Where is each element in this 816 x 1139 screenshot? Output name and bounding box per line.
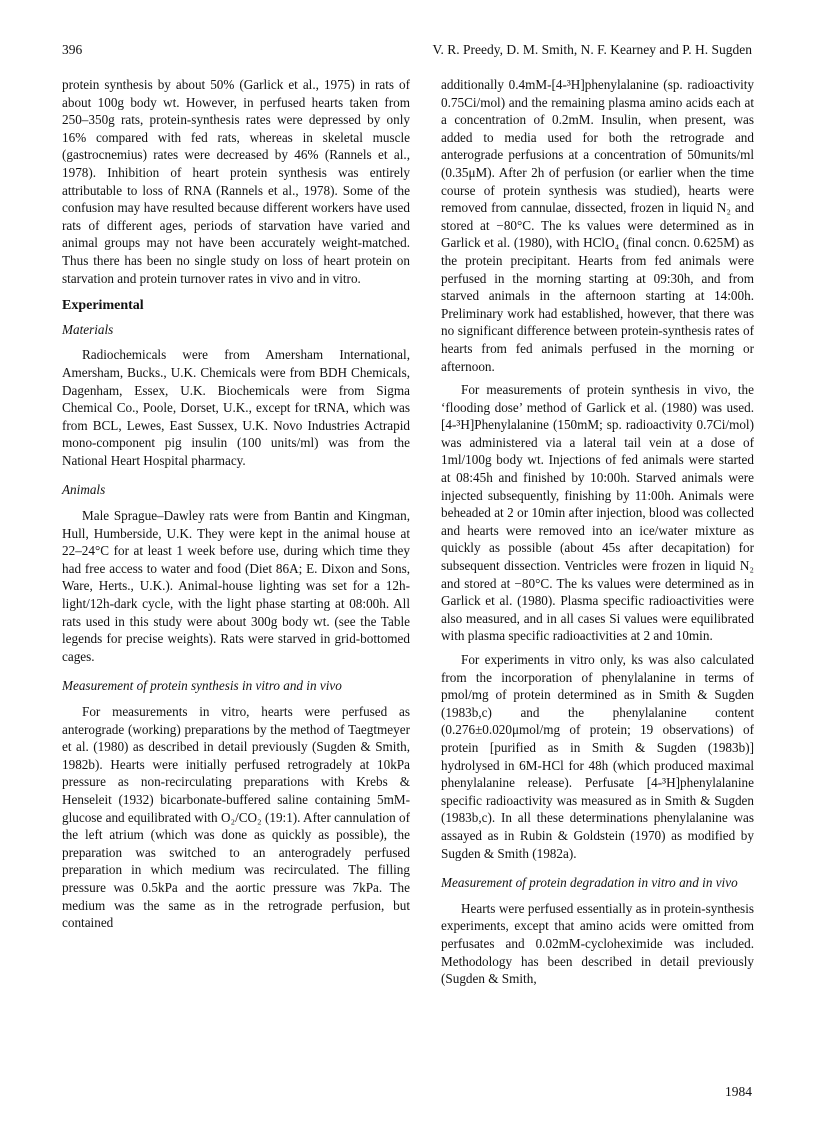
page-number: 396 (62, 42, 83, 57)
synthesis-paragraph: For measurements in vitro, hearts were perfused as anterograde (working) preparations by the method of Taegtmeyer et al. (1980) as described in detail previously (Sugden & Smith, 1982b). Hearts were initially perfused retrogradely at 10kPa pressure as non-recirculating preparations with Krebs & Henseleit (1932) bicarbonate-buffered saline containing 5mM-glucose and equilibrated with O₂/CO₂ (19:1). After cannulation of the left atrium (which was done as quickly as possible), the preparation was switched to an anterogradely perfused preparation in which medium was recirculated. The filling pressure was 0.5kPa and the aortic pressure was 7kPa. The medium was the same as in the retrograde perfusion, but contained (62, 704, 410, 931)
materials-paragraph: Radiochemicals were from Amersham International, Amersham, Bucks., U.K. Chemicals were from BDH Chemicals, Dagenham, Essex, U.K. Biochemicals were from Sigma Chemical Co., Poole, Dorset, U.K., except for tRNA, which was from BCL, Lewes, East Sussex, U.K. Novo Industries Actrapid mono-component pig insulin (100 units/ml) was from the National Heart Hospital pharmacy. (62, 347, 410, 468)
in-vitro-paragraph: For experiments in vitro only, ks was also calculated from the incorporation of phenylalanine in terms of pmol/mg of protein determined as in Smith & Sugden (1983b,c) and the phenylalanine content (0.276±0.020μmol/mg of protein; 19 observations) of protein [purified as in Smith & Sugden (1983b)] hydrolysed in 6M-HCl for 48h (which produced maximal phenylalanine release). Perfusate [4-³H]phenylalanine specific radioactivity was measured as in Smith & Sugden (1983b,c). In all these determinations phenylalanine was assayed as in Rubin & Goldstein (1970) as modified by Sugden & Smith (1982a). (441, 652, 754, 861)
footer-year: 1984 (725, 1084, 752, 1099)
left-column (62, 76, 410, 938)
degradation-paragraph: Hearts were perfused essentially as in protein-synthesis experiments, except that amino acids were omitted from perfusates and 0.02mM-cycloheximide was included. Methodology has been described in detail previously (Sugden & Smith, (441, 900, 754, 987)
right-column (441, 76, 754, 994)
intro-paragraph: protein synthesis by about 50% (Garlick et al., 1975) in rats of about 100g body wt. However, in perfused hearts taken from 250–350g rats, protein-synthesis rates were depressed by only 16% compared with fed rats, whereas in skeletal muscle (gastrocnemius) rates were decreased by 46% (Rannels et al., 1978). Inhibition of heart protein synthesis was entirely attributable to loss of RNA (Rannels et al., 1978). Some of the confusion may have resulted because different workers have used rats of different ages, periods of starvation have varied and animal groups may not have been accurately weight-matched. Thus there has been no single study on loss of heart protein on starvation and protein turnover rates in vivo and in vitro. (62, 77, 410, 286)
section-heading-experimental: Experimental (62, 298, 144, 314)
running-header-authors: V. R. Preedy, D. M. Smith, N. F. Kearney and P. H. Sugden (432, 42, 752, 57)
continuation-paragraph: additionally 0.4mM-[4-³H]phenylalanine (sp. radioactivity 0.75Ci/mol) and the remaining plasma amino acids each at a concentration of 0.2mM. Insulin, when present, was added to media used for both the retrograde and anterograde perfusions at a concentration of 50munits/ml (0.35μM). After 2h of perfusion (or earlier when the time course of protein synthesis was studied), hearts were removed from cannulae, dissected, frozen in liquid N₂ and stored at −80°C. The ks values were determined as in Garlick et al. (1980), with HClO₄ (final concn. 0.625M) as the protein precipitant. Hearts from fed animals were perfused in the morning starting at 09:30h, and from starved animals in the afternoon starting at 14:00h. Preliminary work had established, however, that there was no significant difference between protein-synthesis rates of hearts from fed animals perfused in the morning or afternoon. (441, 77, 754, 374)
subheading-protein-degradation: Measurement of protein degradation in vitro and in vivo (441, 875, 738, 891)
subheading-animals: Animals (62, 482, 106, 498)
subheading-materials: Materials (62, 321, 114, 337)
subheading-protein-synthesis: Measurement of protein synthesis in vitro and in vivo (62, 678, 342, 694)
animals-paragraph: Male Sprague–Dawley rats were from Bantin and Kingman, Hull, Humberside, U.K. They were kept in the animal house at 22–24°C for at least 1 week before use, during which time they had free access to water and food (Diet 86A; E. Dixon and Sons, Ware, Herts., U.K.). Animal-house lighting was set for a 12h-light/12h-dark cycle, with the light phase starting at 08:00h. All rats used in this study were about 300g body wt. (see the Table legends for precise weights). Rats were starved in grid-bottomed cages. (62, 508, 410, 664)
in-vivo-paragraph: For measurements of protein synthesis in vivo, the ‘flooding dose’ method of Garlick et al. (1980) was used. [4-³H]Phenylalanine (150mM; sp. radioactivity 0.7Ci/mol) was administered via a lateral tail vein at a dose of 1ml/100g body wt. Injections of fed animals were started at 08:45h and finished by 10:00h. Starved animals were injected subsequently, finishing by 11:00h. Animals were beheaded at 2 or 10min after injection, blood was collected and hearts were removed into an ice/water mixture as quickly as possible (about 45s after decapitation) for subsequent dissection. Ventricles were frozen in liquid N₂ and stored at −80°C. The ks values were determined as in Garlick et al. (1980). Plasma specific radioactivities were also measured, and in all cases Si values were equilibrated with plasma specific radioactivities at 2 and 10min. (441, 382, 754, 644)
